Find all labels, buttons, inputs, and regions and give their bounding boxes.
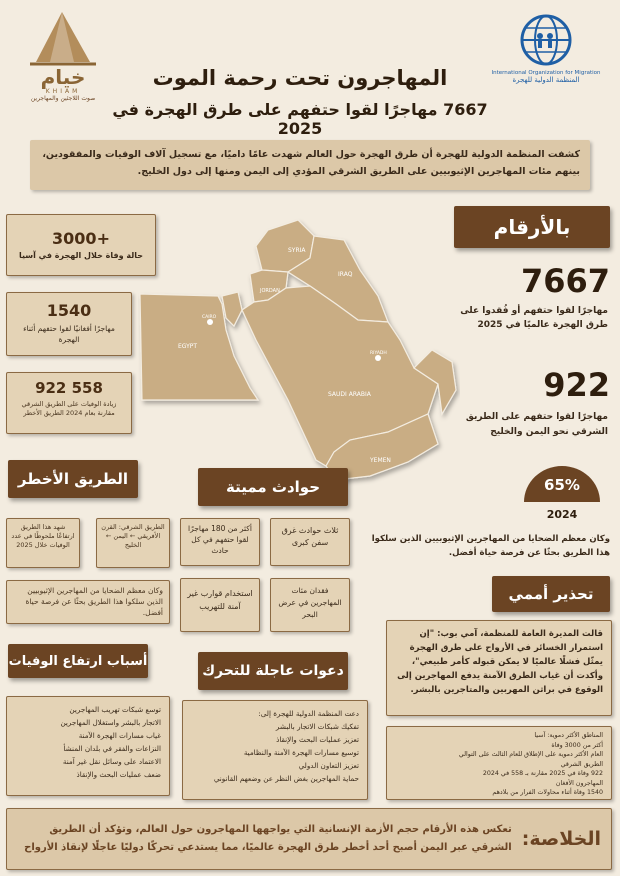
percent-year: 2024 (546, 508, 578, 521)
stat-afghan-value: 1540 (46, 301, 92, 320)
intro-box (30, 140, 590, 190)
region-item: العام الأكثر دموية على الإطلاق للعام الثالث على التوالي (458, 751, 603, 758)
causes-header: أسباب ارتفاع الوفيات (8, 644, 148, 678)
map-label-riyadh: RIYADH (370, 351, 387, 356)
cause-item: الاعتماد على وسائل نقل غير آمنة (62, 757, 161, 766)
incident-shipwrecks (270, 518, 350, 566)
stat-eastern-label: زيادة الوفيات على الطريق الشرقي مقارنة بعام 2024 الطريق الأخطر (21, 400, 117, 417)
map-label-cairo: CAIRO (202, 315, 217, 320)
stat-box-eastern (6, 372, 132, 434)
cause-item: الاتجار بالبشر واستغلال المهاجرين (60, 718, 161, 727)
cause-item: غياب مسارات الهجرة الآمنة (78, 731, 161, 740)
cause-item: النزاعات والفقر في بلدان المنشأ (63, 744, 161, 753)
page-title: المهاجرون تحت رحمة الموت (152, 66, 448, 90)
warning-box (386, 620, 612, 716)
page-subtitle: 7667 مهاجرًا لقوا حتفهم على طرق الهجرة في 2025 (112, 100, 488, 138)
calls-header: دعوات عاجلة للتحرك (198, 652, 348, 690)
regions-box (386, 726, 612, 800)
percent-gauge (520, 462, 604, 522)
region-item: أكثر من 3000 وفاة (551, 741, 603, 749)
stat-asia-value: 3000+ (52, 229, 110, 248)
route-note: وكان معظم الضحايا من المهاجرين الإثيوبيين الذين سلكوا هذا الطريق بحثًا عن فرصة حياة أفضل. (6, 580, 170, 624)
conclusion-text: تعكس هذه الأرقام حجم الأزمة الإنسانية التي يواجهها المهاجرون حول العالم، وتؤكد أن الطريق الشرقي عبر اليمن أصبح أحد أخطر طرق الهجرة عالميًا، مما يستدعي تحركًا دوليًا عاجلًا لإنقاذ الأرواح (24, 824, 512, 853)
incident-shipwrecks-text: ثلاث حوادث غرق سفن كبرى (281, 526, 339, 547)
percent-text: وكان معظم الضحايا من المهاجرين الإثيوبيين الذين سلكوا هذا الطريق بحثًا عن فرصة حياة أفضل. (371, 534, 610, 558)
stat-box-asia (6, 214, 156, 276)
warning-text: قالت المديرة العامة للمنظمة، آمي بوب: "إن استمرار الخسائر في الأرواح على طرق الهجرة يمثّل فشلًا عالميًا لا يمكن قبوله كأمر طبيعي"، وأكدت أن غياب الطرق الآمنة يدفع المهاجرين إلى الوقوع في براثن المهربين والمتاجرين بالبشر. (397, 629, 603, 695)
call-item: توسيع مسارات الهجرة الآمنة والنظامية (243, 748, 359, 757)
incident-deaths-text: أكثر من 180 مهاجرًا لقوا حتفهم في كل حادث (188, 524, 252, 555)
globe-icon (488, 14, 604, 66)
stat-eastern-route-value: 922 (543, 366, 610, 404)
call-item: حماية المهاجرين بغض النظر عن وضعهم القانوني (213, 774, 359, 783)
middle-east-map (138, 200, 460, 490)
brand-name: خيام (40, 65, 86, 89)
map-label-syria: SYRIA (288, 247, 306, 254)
route-header: الطريق الأخطر (8, 460, 138, 498)
incident-missing (270, 578, 350, 632)
call-item: تفكيك شبكات الاتجار بالبشر (275, 722, 359, 731)
incident-missing-text: فقدان مئات المهاجرين في عرض البحر (278, 586, 342, 619)
iom-name-ar: المنظمة الدولية للهجرة (512, 76, 580, 84)
stat-box-afghan (6, 292, 132, 356)
incident-unsafe-boats-text: استخدام قوارب غير آمنة للتهريب (187, 589, 253, 611)
incidents-header: حوادث مميتة (198, 468, 348, 506)
region-item: المهاجرون الأفغان (555, 779, 603, 787)
khiam-logo (22, 8, 104, 108)
route-box-increase: شهد هذا الطريق ارتفاعًا ملحوظًا في عدد الوفيات خلال 2025 (6, 518, 80, 568)
causes-list (6, 696, 170, 796)
call-item: تعزيز التعاون الدولي (298, 761, 359, 770)
warning-header: تحذير أممي (492, 576, 610, 612)
region-item: 922 وفاة في 2025 مقارنة بـ 558 في 2024 (482, 770, 603, 777)
stat-global-label: مهاجرًا لقوا حتفهم أو فُقدوا على طرق الهجرة عالميًا في 2025 (460, 306, 608, 330)
conclusion-header: الخلاصة: (521, 828, 601, 850)
region-item: المناطق الأكثر دموية: آسيا (534, 732, 603, 739)
iom-name-en: International Organization for Migration (491, 70, 601, 76)
cause-item: توسع شبكات تهريب المهاجرين (69, 705, 161, 714)
incident-unsafe-boats (180, 578, 260, 632)
iom-logo (488, 14, 604, 94)
brand-name-en: KHIAM (45, 88, 81, 95)
region-item: الطريق الشرقي (560, 760, 603, 768)
map-label-yemen: YEMEN (370, 457, 391, 464)
tent-icon (22, 8, 104, 66)
calls-list (182, 700, 368, 800)
incident-deaths (180, 518, 260, 566)
map-label-jordan: JORDAN (260, 288, 280, 294)
route-box-path: الطريق الشرقي: القرن الأفريقي ← اليمن ← الخليج (96, 518, 170, 568)
stat-eastern-route-label: مهاجرًا لقوا حتفهم على الطريق الشرقي نحو اليمن والخليج (465, 412, 608, 437)
stat-eastern-value: 922 558 (35, 379, 103, 397)
intro-text: كشفت المنظمة الدولية للهجرة أن طرق الهجرة حول العالم شهدت عامًا داميًا، مع تسجيل آلاف الوفيات والمفقودين، بينهم مئات المهاجرين الإثيوبيين على الطريق الشرقي المؤدي إلى اليمن ومنها إلى دول الخليج. (42, 149, 580, 177)
conclusion-box (6, 808, 612, 870)
region-item: 1540 وفاة أثناء محاولات الفرار من بلادهم (492, 789, 603, 796)
brand-tagline: صوت اللاجئين والمهاجرين (30, 95, 96, 102)
percent-value: 65% (544, 476, 580, 494)
stat-afghan-label: مهاجرًا أفغانيًا لقوا حتفهم أثناء الهجرة (23, 324, 115, 344)
stat-asia-label: حالة وفاة خلال الهجرة في آسيا (19, 251, 143, 260)
call-intro: دعت المنظمة الدولية للهجرة إلى: (258, 709, 359, 718)
numbers-header: بالأرقام (454, 206, 610, 248)
stat-global-value: 7667 (520, 262, 610, 300)
call-item: تعزيز عمليات البحث والإنقاذ (276, 735, 359, 744)
map-label-saudi: SAUDI ARABIA (328, 391, 371, 398)
map-label-iraq: IRAQ (338, 271, 353, 278)
cause-item: ضعف عمليات البحث والإنقاذ (76, 770, 161, 779)
map-label-egypt: EGYPT (178, 343, 198, 350)
